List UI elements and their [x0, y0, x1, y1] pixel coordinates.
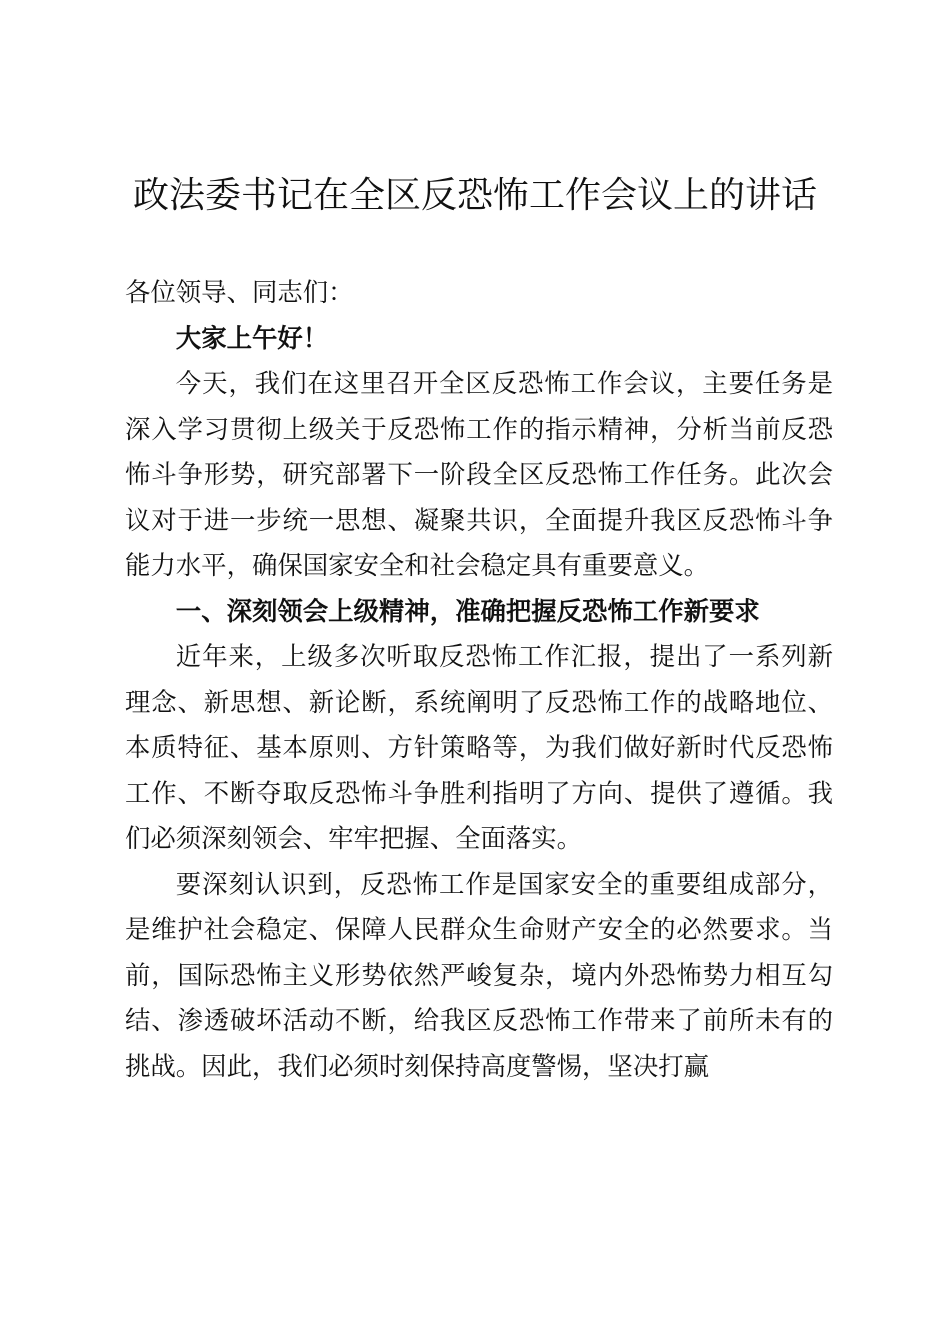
- salutation: 各位领导、同志们：: [125, 277, 354, 307]
- section-heading-1: 一、深刻领会上级精神，准确把握反恐怖工作新要求: [175, 595, 760, 626]
- paragraph-section1-a: 近年来，上级多次听取反恐怖工作汇报，提出了一系列新理念、新思想、新论断，系统阐明了反恐怖工作的战略地位、本质特征、基本原则、方针策略等，为我们做好新时代反恐怖工作、不断夺取反恐怖斗争胜利指明了方向、提供了遵循。我们必须深刻领会、牢牢把握、全面落实。: [125, 641, 833, 853]
- document-title: 政法委书记在全区反恐怖工作会议上的讲话: [132, 175, 817, 216]
- greeting: 大家上午好！: [175, 322, 329, 353]
- document-body: [125, 270, 833, 1089]
- paragraph-section1-b: 要深刻认识到，反恐怖工作是国家安全的重要组成部分，是维护社会稳定、保障人民群众生命财产安全的必然要求。当前，国际恐怖主义形势依然严峻复杂，境内外恐怖势力相互勾结、渗透破坏活动不断，给我区反恐怖工作带来了前所未有的挑战。因此，我们必须时刻保持高度警惕，坚决打赢: [125, 868, 833, 1081]
- paragraph-intro: 今天，我们在这里召开全区反恐怖工作会议，主要任务是深入学习贯彻上级关于反恐怖工作的指示精神，分析当前反恐怖斗争形势，研究部署下一阶段全区反恐怖工作任务。此次会议对于进一步统一思想、凝聚共识，全面提升我区反恐怖斗争能力水平，确保国家安全和社会稳定具有重要意义。: [125, 368, 833, 580]
